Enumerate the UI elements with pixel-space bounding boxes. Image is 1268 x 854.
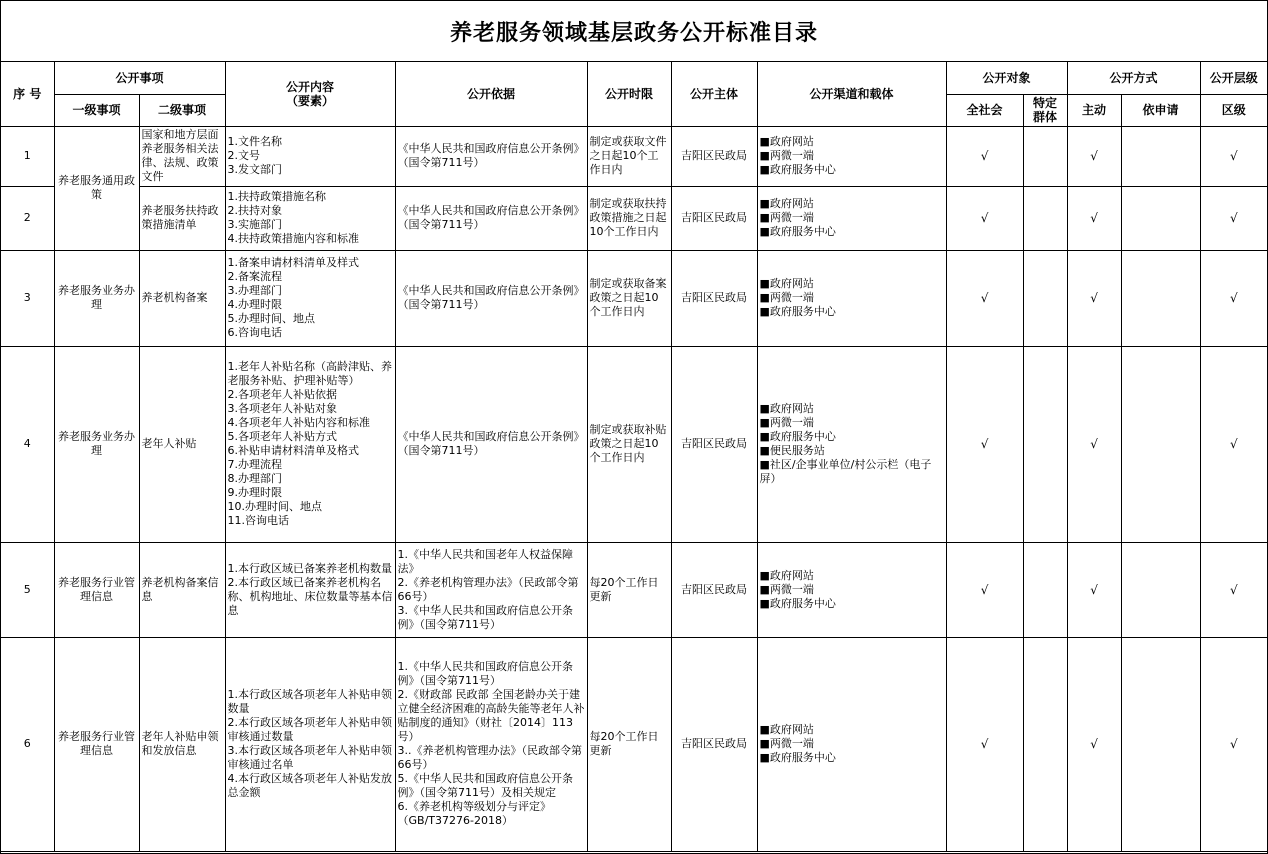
check-apply bbox=[1121, 346, 1200, 542]
row-level2: 养老机构备案信息 bbox=[139, 542, 225, 637]
row-level1: 养老服务业务办理 bbox=[54, 346, 139, 542]
row-seq: 3 bbox=[1, 250, 54, 346]
check-specific bbox=[1023, 346, 1067, 542]
header-public-items: 公开事项 bbox=[54, 62, 225, 94]
check-active: √ bbox=[1067, 250, 1121, 346]
check-apply bbox=[1121, 186, 1200, 250]
row-channel: ■政府网站 ■两微一端 ■政府服务中心 bbox=[757, 186, 946, 250]
row-time-limit: 制定或获取备案政策之日起10个工作日内 bbox=[587, 250, 671, 346]
check-all: √ bbox=[946, 186, 1023, 250]
row-time-limit: 每20个工作日更新 bbox=[587, 542, 671, 637]
row-level2: 老年人补贴申领和发放信息 bbox=[139, 637, 225, 851]
header-method-active: 主动 bbox=[1067, 94, 1121, 126]
check-specific bbox=[1023, 186, 1067, 250]
table-row bbox=[1, 250, 1267, 346]
table-row bbox=[1, 186, 1267, 250]
row-content: 1.本行政区域各项老年人补贴申领数量 2.本行政区域各项老年人补贴申领审核通过数量 3.本行政区域各项老年人补贴申领审核通过名单 4.本行政区域各项老年人补贴发放总金额 bbox=[225, 637, 395, 851]
check-active: √ bbox=[1067, 637, 1121, 851]
row-seq: 6 bbox=[1, 637, 54, 851]
check-apply bbox=[1121, 126, 1200, 186]
row-subject: 吉阳区民政局 bbox=[671, 346, 757, 542]
page-title: 养老服务领域基层政务公开标准目录 bbox=[1, 1, 1267, 62]
check-specific bbox=[1023, 542, 1067, 637]
header-method: 公开方式 bbox=[1067, 62, 1200, 94]
header-channel: 公开渠道和载体 bbox=[757, 62, 946, 126]
check-apply bbox=[1121, 637, 1200, 851]
row-content: 1.本行政区域已备案养老机构数量 2.本行政区域已备案养老机构名称、机构地址、床位数量等基本信息 bbox=[225, 542, 395, 637]
check-all: √ bbox=[946, 250, 1023, 346]
row-subject: 吉阳区民政局 bbox=[671, 542, 757, 637]
check-all: √ bbox=[946, 126, 1023, 186]
row-subject: 吉阳区民政局 bbox=[671, 126, 757, 186]
row-content: 1.文件名称 2.文号 3.发文部门 bbox=[225, 126, 395, 186]
row-subject: 吉阳区民政局 bbox=[671, 250, 757, 346]
header-object-all: 全社会 bbox=[946, 94, 1023, 126]
row-basis: 《中华人民共和国政府信息公开条例》（国令第711号） bbox=[395, 250, 587, 346]
row-subject: 吉阳区民政局 bbox=[671, 186, 757, 250]
row-level1: 养老服务行业管理信息 bbox=[54, 637, 139, 851]
check-specific bbox=[1023, 637, 1067, 851]
row-seq: 1 bbox=[1, 126, 54, 186]
row-content: 1.备案申请材料清单及样式 2.备案流程 3.办理部门 4.办理时限 5.办理时间、地点 6.咨询电话 bbox=[225, 250, 395, 346]
row-basis: 《中华人民共和国政府信息公开条例》（国令第711号） bbox=[395, 346, 587, 542]
row-level2: 老年人补贴 bbox=[139, 346, 225, 542]
row-seq: 4 bbox=[1, 346, 54, 542]
check-district: √ bbox=[1200, 250, 1267, 346]
check-district: √ bbox=[1200, 186, 1267, 250]
table-row bbox=[1, 542, 1267, 637]
check-active: √ bbox=[1067, 186, 1121, 250]
row-content: 1.扶持政策措施名称 2.扶持对象 3.实施部门 4.扶持政策措施内容和标准 bbox=[225, 186, 395, 250]
table-row bbox=[1, 126, 1267, 186]
check-all: √ bbox=[946, 637, 1023, 851]
check-apply bbox=[1121, 542, 1200, 637]
check-all: √ bbox=[946, 542, 1023, 637]
check-active: √ bbox=[1067, 542, 1121, 637]
row-time-limit: 制定或获取扶持政策措施之日起10个工作日内 bbox=[587, 186, 671, 250]
row-level2: 养老机构备案 bbox=[139, 250, 225, 346]
row-channel: ■政府网站 ■两微一端 ■政府服务中心 bbox=[757, 637, 946, 851]
row-basis: 1.《中华人民共和国政府信息公开条例》（国令第711号） 2.《财政部 民政部 全国老龄办关于建立健全经济困难的高龄失能等老年人补贴制度的通知》（财社〔2014〕113号） 3..《养老机构管理办法》（民政部令第66号） 5.《中华人民共和国政府信息公开条例》（国令第711号）及相关规定 6.《养老机构等级划分与评定》（GB/T37276-2018） bbox=[395, 637, 587, 851]
check-all: √ bbox=[946, 346, 1023, 542]
check-active: √ bbox=[1067, 126, 1121, 186]
row-level2: 国家和地方层面养老服务相关法律、法规、政策文件 bbox=[139, 126, 225, 186]
row-channel: ■政府网站 ■两微一端 ■政府服务中心 ■便民服务站 ■社区/企事业单位/村公示栏（电子屏） bbox=[757, 346, 946, 542]
row-channel: ■政府网站 ■两微一端 ■政府服务中心 bbox=[757, 126, 946, 186]
header-object-specific: 特定 群体 bbox=[1023, 94, 1067, 126]
row-time-limit: 制定或获取补贴政策之日起10个工作日内 bbox=[587, 346, 671, 542]
check-district: √ bbox=[1200, 637, 1267, 851]
header-level2: 二级事项 bbox=[139, 94, 225, 126]
row-channel: ■政府网站 ■两微一端 ■政府服务中心 bbox=[757, 250, 946, 346]
row-basis: 《中华人民共和国政府信息公开条例》（国令第711号） bbox=[395, 186, 587, 250]
row-level1: 养老服务业务办理 bbox=[54, 250, 139, 346]
table-row bbox=[1, 637, 1267, 851]
header-method-apply: 依申请 bbox=[1121, 94, 1200, 126]
check-apply bbox=[1121, 250, 1200, 346]
row-level1: 养老服务通用政策 bbox=[54, 126, 139, 250]
check-specific bbox=[1023, 250, 1067, 346]
row-content: 1.老年人补贴名称（高龄津贴、养老服务补贴、护理补贴等） 2.各项老年人补贴依据 3.各项老年人补贴对象 4.各项老年人补贴内容和标准 5.各项老年人补贴方式 6.补贴申请材料清单及格式 7.办理流程 8.办理部门 9.办理时限 10.办理时间、地点 11.咨询电话 bbox=[225, 346, 395, 542]
check-active: √ bbox=[1067, 346, 1121, 542]
row-seq: 5 bbox=[1, 542, 54, 637]
row-time-limit: 制定或获取文件之日起10个工作日内 bbox=[587, 126, 671, 186]
header-level-district: 区级 bbox=[1200, 94, 1267, 126]
header-level1: 一级事项 bbox=[54, 94, 139, 126]
check-district: √ bbox=[1200, 126, 1267, 186]
header-object: 公开对象 bbox=[946, 62, 1067, 94]
row-level1: 养老服务行业管理信息 bbox=[54, 542, 139, 637]
row-level2: 养老服务扶持政策措施清单 bbox=[139, 186, 225, 250]
header-subject: 公开主体 bbox=[671, 62, 757, 126]
row-channel: ■政府网站 ■两微一端 ■政府服务中心 bbox=[757, 542, 946, 637]
row-basis: 《中华人民共和国政府信息公开条例》（国令第711号） bbox=[395, 126, 587, 186]
header-basis: 公开依据 bbox=[395, 62, 587, 126]
check-specific bbox=[1023, 126, 1067, 186]
row-subject: 吉阳区民政局 bbox=[671, 637, 757, 851]
header-content: 公开内容 （要素） bbox=[225, 62, 395, 126]
header-time-limit: 公开时限 bbox=[587, 62, 671, 126]
table-row bbox=[1, 346, 1267, 542]
row-time-limit: 每20个工作日更新 bbox=[587, 637, 671, 851]
row-seq: 2 bbox=[1, 186, 54, 250]
header-seq: 序 号 bbox=[1, 62, 54, 126]
check-district: √ bbox=[1200, 346, 1267, 542]
catalog-table bbox=[1, 62, 1267, 852]
check-district: √ bbox=[1200, 542, 1267, 637]
header-level: 公开层级 bbox=[1200, 62, 1267, 94]
row-basis: 1.《中华人民共和国老年人权益保障法》 2.《养老机构管理办法》（民政部令第66号） 3.《中华人民共和国政府信息公开条例》（国令第711号） bbox=[395, 542, 587, 637]
